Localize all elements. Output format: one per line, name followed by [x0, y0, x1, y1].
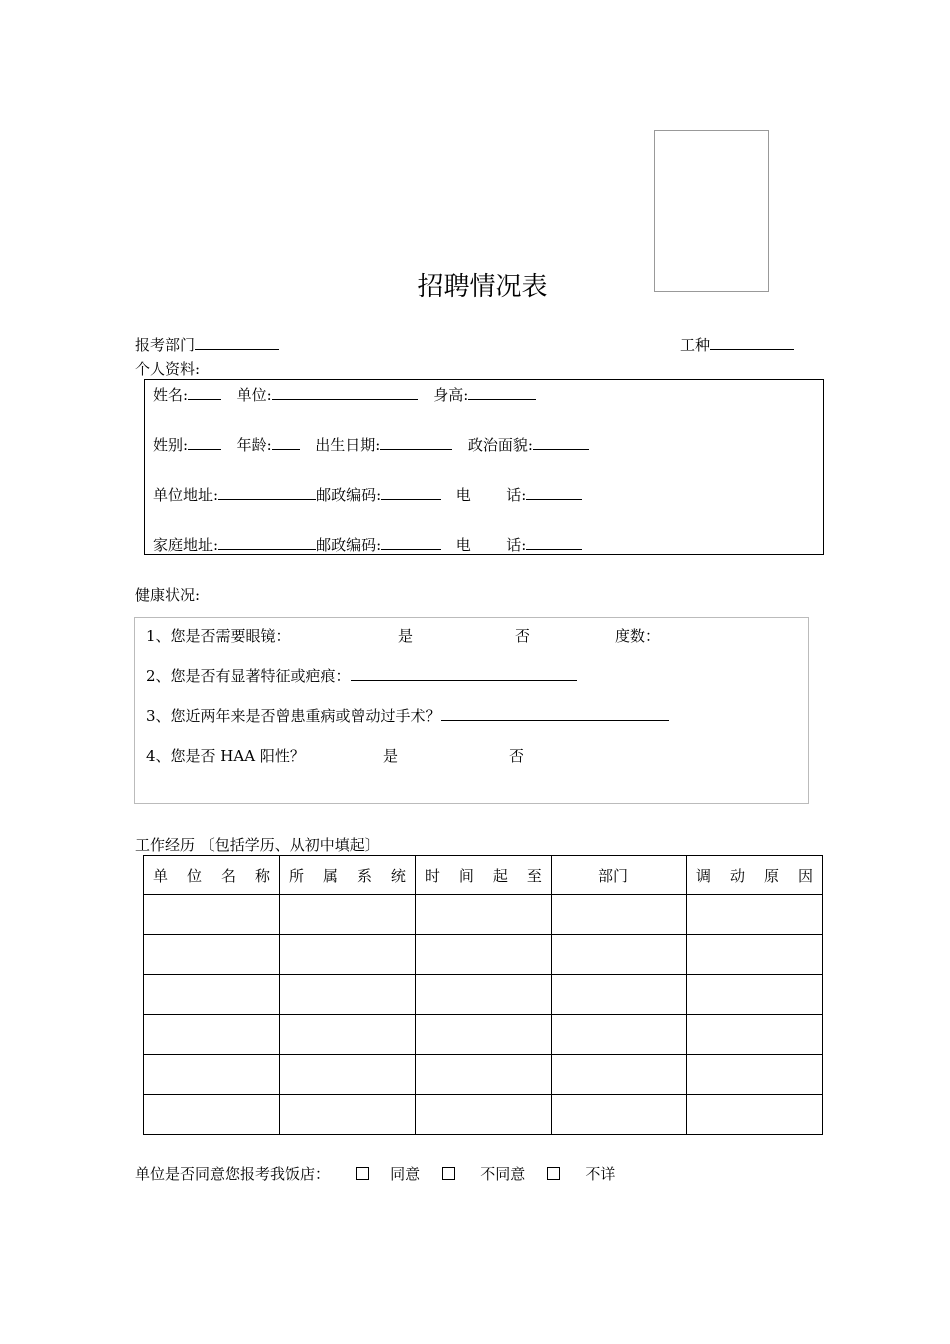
age-blank[interactable] — [272, 435, 300, 450]
birth-blank[interactable] — [380, 435, 452, 450]
agree-checkbox[interactable] — [356, 1167, 369, 1180]
phone-blank[interactable] — [526, 485, 582, 500]
page-title: 招聘情况表 — [417, 272, 548, 302]
job-field[interactable] — [680, 334, 794, 355]
health-q2-blank[interactable] — [351, 666, 577, 681]
health-q1-yes[interactable]: 是 — [398, 627, 414, 645]
health-q1-text: 1、您是否需要眼镜： — [146, 627, 291, 645]
col-unit-name: 单 位 名 称 — [144, 856, 280, 895]
table-header-row — [144, 856, 823, 895]
agree-label: 同意 — [390, 1165, 421, 1183]
table-cell[interactable] — [144, 1095, 280, 1135]
table-cell[interactable] — [415, 935, 551, 975]
work-address-blank[interactable] — [218, 485, 316, 500]
consent-row — [135, 1163, 615, 1184]
col-department: 部门 — [551, 856, 686, 895]
table-cell[interactable] — [551, 1015, 686, 1055]
gender-label: 姓别: — [153, 436, 189, 454]
home-address-label: 家庭地址: — [153, 536, 219, 554]
age-label: 年龄: — [236, 436, 272, 454]
table-row — [144, 1055, 823, 1095]
table-cell[interactable] — [279, 895, 415, 935]
personal-section-label: 个人资料: — [135, 360, 201, 378]
table-cell[interactable] — [415, 1055, 551, 1095]
work-section-label: 工作经历 〔包括学历、从初中填起〕 — [135, 836, 380, 854]
table-cell[interactable] — [686, 895, 822, 935]
personal-row-2 — [153, 434, 589, 455]
home-address-blank[interactable] — [218, 535, 316, 550]
health-q4-text: 4、您是否 HAA 阳性？ — [146, 747, 305, 765]
work-history-table — [143, 855, 823, 1135]
table-cell[interactable] — [279, 935, 415, 975]
table-cell[interactable] — [415, 1015, 551, 1055]
health-q1-degree: 度数： — [615, 627, 661, 645]
table-cell[interactable] — [279, 1095, 415, 1135]
table-cell[interactable] — [144, 975, 280, 1015]
unit-label: 单位: — [236, 386, 272, 404]
unknown-checkbox[interactable] — [547, 1167, 560, 1180]
health-q4-no[interactable]: 否 — [509, 747, 525, 765]
table-cell[interactable] — [279, 1015, 415, 1055]
politics-blank[interactable] — [533, 435, 589, 450]
birth-label: 出生日期: — [315, 436, 381, 454]
home-phone-label-b: 话: — [506, 536, 527, 554]
table-cell[interactable] — [551, 975, 686, 1015]
table-row — [144, 1095, 823, 1135]
table-cell[interactable] — [144, 895, 280, 935]
work-address-label: 单位地址: — [153, 486, 219, 504]
health-q1-no[interactable]: 否 — [515, 627, 531, 645]
table-cell[interactable] — [279, 1055, 415, 1095]
table-row — [144, 895, 823, 935]
gender-blank[interactable] — [188, 435, 221, 450]
personal-row-4 — [153, 534, 582, 555]
table-cell[interactable] — [686, 975, 822, 1015]
table-cell[interactable] — [144, 1055, 280, 1095]
job-blank[interactable] — [710, 335, 794, 350]
home-postcode-label: 邮政编码: — [316, 536, 382, 554]
health-section-label: 健康状况: — [135, 586, 201, 604]
table-cell[interactable] — [551, 935, 686, 975]
disagree-label: 不同意 — [480, 1165, 526, 1183]
table-cell[interactable] — [144, 1015, 280, 1055]
postcode-blank[interactable] — [381, 485, 441, 500]
personal-info-box — [144, 379, 824, 555]
table-cell[interactable] — [686, 1055, 822, 1095]
table-cell[interactable] — [551, 1095, 686, 1135]
height-label: 身高: — [433, 386, 469, 404]
health-q3 — [146, 705, 669, 726]
health-q4-yes[interactable]: 是 — [383, 747, 399, 765]
politics-label: 政治面貌: — [467, 436, 533, 454]
table-row — [144, 935, 823, 975]
health-q2 — [146, 665, 577, 686]
table-cell[interactable] — [144, 935, 280, 975]
phone-label-a: 电 — [455, 486, 471, 504]
table-cell[interactable] — [686, 1095, 822, 1135]
job-label: 工种 — [680, 336, 711, 354]
col-transfer-reason: 调 动 原 因 — [686, 856, 822, 895]
height-blank[interactable] — [468, 385, 536, 400]
dept-blank[interactable] — [195, 335, 279, 350]
dept-label: 报考部门 — [135, 336, 196, 354]
health-q3-blank[interactable] — [441, 706, 669, 721]
table-cell[interactable] — [686, 1015, 822, 1055]
table-cell[interactable] — [686, 935, 822, 975]
table-row — [144, 1015, 823, 1055]
postcode-label: 邮政编码: — [316, 486, 382, 504]
table-cell[interactable] — [415, 975, 551, 1015]
table-cell[interactable] — [415, 895, 551, 935]
table-cell[interactable] — [279, 975, 415, 1015]
personal-row-3 — [153, 484, 582, 505]
name-label: 姓名: — [153, 386, 189, 404]
table-cell[interactable] — [415, 1095, 551, 1135]
phone-label-b: 话: — [506, 486, 527, 504]
table-cell[interactable] — [551, 895, 686, 935]
health-q2-text: 2、您是否有显著特征或疤痕： — [146, 667, 351, 685]
col-period: 时 间 起 至 — [415, 856, 551, 895]
health-q3-text: 3、您近两年来是否曾患重病或曾动过手术？ — [146, 707, 441, 725]
col-system: 所 属 系 统 — [279, 856, 415, 895]
home-postcode-blank[interactable] — [381, 535, 441, 550]
unknown-label: 不详 — [585, 1165, 616, 1183]
home-phone-label-a: 电 — [455, 536, 471, 554]
consent-question: 单位是否同意您报考我饭店： — [135, 1165, 331, 1183]
unit-blank[interactable] — [272, 385, 418, 400]
name-blank[interactable] — [188, 385, 221, 400]
table-row — [144, 975, 823, 1015]
disagree-checkbox[interactable] — [442, 1167, 455, 1180]
dept-field[interactable] — [135, 334, 279, 355]
home-phone-blank[interactable] — [526, 535, 582, 550]
table-cell[interactable] — [551, 1055, 686, 1095]
personal-row-1 — [153, 384, 536, 405]
